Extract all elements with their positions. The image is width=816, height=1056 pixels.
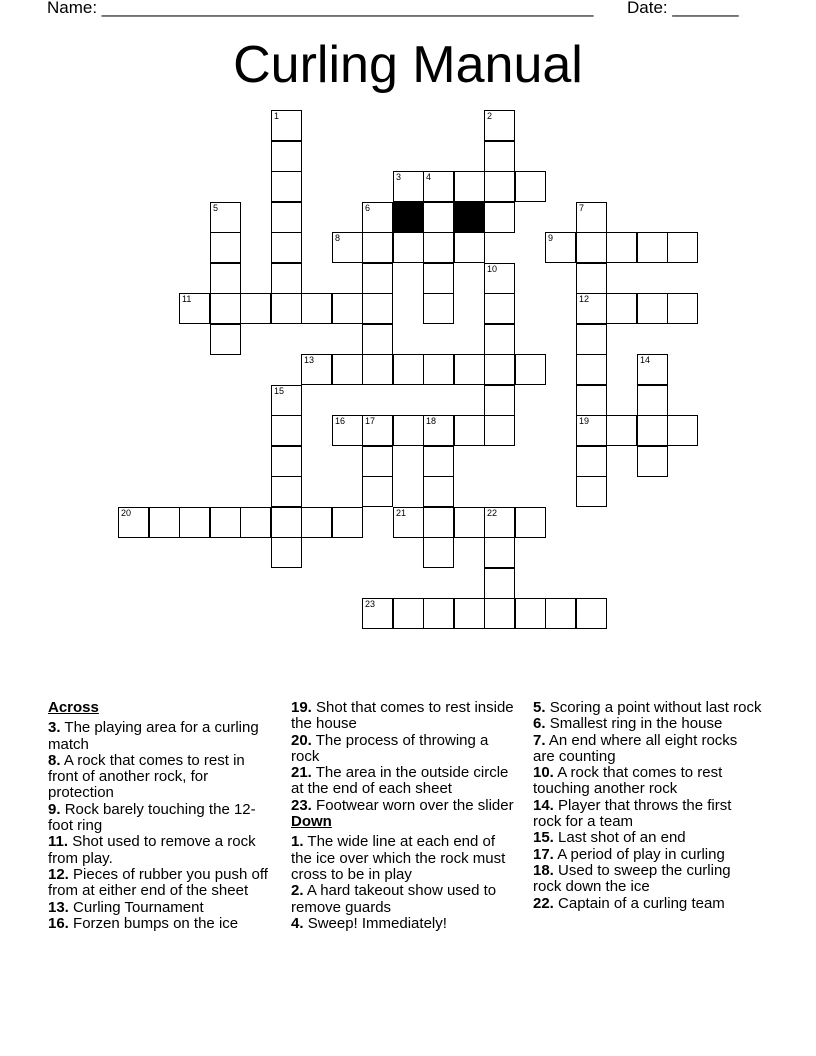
- clue-number: 15: [274, 386, 285, 396]
- grid-cell[interactable]: [515, 507, 546, 538]
- grid-cell[interactable]: [576, 446, 607, 477]
- clue-number: 14: [640, 355, 651, 365]
- clue-down-14: 14. Player that throws the first rock for a team: [533, 796, 732, 831]
- clues-column-2: [291, 700, 516, 932]
- grid-cell[interactable]: [332, 354, 363, 385]
- grid-cell[interactable]: [423, 202, 454, 233]
- clue-down-7: 7. An end where all eight rocks are counting: [533, 731, 738, 765]
- grid-cell[interactable]: [393, 598, 424, 629]
- grid-cell[interactable]: [454, 171, 485, 202]
- grid-cell[interactable]: [423, 232, 454, 263]
- grid-cell[interactable]: [484, 385, 515, 416]
- clue-number: 18: [426, 416, 437, 426]
- clue-number: 22: [487, 508, 498, 518]
- grid-cell[interactable]: [667, 415, 698, 446]
- grid-cell[interactable]: [423, 293, 454, 324]
- grid-cell[interactable]: [667, 232, 698, 263]
- grid-cell[interactable]: [271, 202, 302, 233]
- grid-cell[interactable]: [423, 415, 454, 446]
- grid-cell[interactable]: [301, 507, 332, 538]
- grid-cell[interactable]: [332, 293, 363, 324]
- clue-across-12: 12. Pieces of rubber you push off from at either end of the sheet: [48, 865, 268, 900]
- grid-cell[interactable]: [454, 232, 485, 263]
- clue-number: 23: [365, 599, 376, 609]
- clue-across-3: 3. The playing area for a curling match: [48, 719, 259, 753]
- grid-cell[interactable]: [118, 507, 149, 538]
- grid-cell[interactable]: [332, 415, 363, 446]
- clue-across-16: 16. Forzen bumps on the ice: [48, 914, 239, 932]
- clue-number: 2: [487, 111, 493, 121]
- grid-cell[interactable]: [576, 354, 607, 385]
- grid-cell[interactable]: [271, 141, 302, 172]
- clue-number: 8: [335, 233, 341, 243]
- grid-cell[interactable]: [362, 324, 393, 355]
- grid-cell[interactable]: [484, 293, 515, 324]
- grid-cell[interactable]: [362, 202, 393, 233]
- grid-cell[interactable]: [484, 110, 515, 141]
- grid-cell[interactable]: [423, 598, 454, 629]
- clue-across-13: 13. Curling Tournament: [48, 898, 204, 916]
- grid-cell[interactable]: [454, 507, 485, 538]
- clue-number: 5: [213, 203, 219, 213]
- grid-cell[interactable]: [362, 354, 393, 385]
- grid-cell[interactable]: [667, 293, 698, 324]
- grid-cell[interactable]: [454, 415, 485, 446]
- grid-cell[interactable]: [484, 537, 515, 568]
- grid-cell[interactable]: [362, 263, 393, 294]
- grid-cell[interactable]: [515, 598, 546, 629]
- clue-number: 11: [182, 294, 192, 304]
- grid-cell[interactable]: [423, 263, 454, 294]
- clues-column-1: [48, 700, 273, 932]
- grid-cell[interactable]: [149, 507, 180, 538]
- grid-cell[interactable]: [637, 293, 668, 324]
- grid-cell[interactable]: [606, 415, 637, 446]
- grid-cell[interactable]: [362, 232, 393, 263]
- grid-cell[interactable]: [515, 171, 546, 202]
- grid-cell[interactable]: [271, 263, 302, 294]
- clue-down-5: 5. Scoring a point without last rock: [533, 699, 762, 716]
- grid-cell[interactable]: [637, 385, 668, 416]
- clue-number: 19: [579, 416, 590, 426]
- grid-cell[interactable]: [271, 171, 302, 202]
- grid-cell[interactable]: [484, 141, 515, 172]
- grid-cell[interactable]: [545, 598, 576, 629]
- grid-cell[interactable]: [271, 476, 302, 507]
- page-title: Curling Manual: [233, 36, 583, 94]
- grid-cell[interactable]: [271, 537, 302, 568]
- grid-cell[interactable]: [484, 568, 515, 599]
- grid-cell[interactable]: [637, 232, 668, 263]
- grid-cell[interactable]: [454, 354, 485, 385]
- grid-cell[interactable]: [606, 293, 637, 324]
- grid-cell[interactable]: [454, 598, 485, 629]
- clue-number: 13: [304, 355, 315, 365]
- clue-across-19: 19. Shot that comes to rest inside the house: [291, 699, 514, 733]
- grid-cell[interactable]: [484, 354, 515, 385]
- grid-cell[interactable]: [423, 507, 454, 538]
- grid-cell[interactable]: [576, 598, 607, 629]
- grid-cell[interactable]: [210, 202, 241, 233]
- across-heading: Across: [48, 699, 99, 716]
- grid-cell[interactable]: [240, 293, 271, 324]
- grid-cell[interactable]: [179, 507, 210, 538]
- grid-cell[interactable]: [271, 385, 302, 416]
- clue-down-4: 4. Sweep! Immediately!: [291, 914, 447, 932]
- clue-across-8: 8. A rock that comes to rest in front of another rock, for protection: [48, 751, 245, 802]
- clue-number: 12: [579, 294, 590, 304]
- grid-cell[interactable]: [423, 537, 454, 568]
- grid-cell[interactable]: [210, 324, 241, 355]
- clue-across-23: 23. Footwear worn over the slider: [291, 796, 514, 814]
- grid-cell[interactable]: [362, 293, 393, 324]
- grid-cell[interactable]: [423, 446, 454, 477]
- grid-cell[interactable]: [576, 232, 607, 263]
- grid-cell[interactable]: [393, 507, 424, 538]
- clue-number: 4: [426, 172, 432, 182]
- black-cell: [393, 202, 424, 233]
- clue-down-6: 6. Smallest ring in the house: [533, 715, 723, 733]
- clue-number: 9: [548, 233, 554, 243]
- grid-cell[interactable]: [515, 354, 546, 385]
- grid-cell[interactable]: [637, 446, 668, 477]
- grid-cell[interactable]: [271, 232, 302, 263]
- grid-cell[interactable]: [210, 507, 241, 538]
- grid-cell[interactable]: [271, 110, 302, 141]
- clue-number: 6: [365, 203, 371, 213]
- grid-cell[interactable]: [210, 232, 241, 263]
- grid-cell[interactable]: [484, 171, 515, 202]
- grid-cell[interactable]: [484, 263, 515, 294]
- clue-number: 10: [487, 264, 498, 274]
- clue-number: 17: [365, 416, 376, 426]
- clue-across-11: 11. Shot used to remove a rock from play.: [48, 833, 256, 867]
- grid-cell[interactable]: [484, 202, 515, 233]
- grid-cell[interactable]: [332, 232, 363, 263]
- clue-number: 21: [396, 508, 407, 518]
- clue-down-15: 15. Last shot of an end: [533, 829, 686, 847]
- down-heading: Down: [291, 813, 332, 831]
- grid-cell[interactable]: [576, 263, 607, 294]
- clue-down-18: 18. Used to sweep the curling rock down the ice: [533, 861, 731, 896]
- clue-across-21: 21. The area in the outside circle at the end of each sheet: [291, 764, 509, 798]
- grid-cell[interactable]: [423, 476, 454, 507]
- grid-cell[interactable]: [271, 507, 302, 538]
- grid-cell[interactable]: [484, 598, 515, 629]
- grid-cell[interactable]: [362, 446, 393, 477]
- grid-cell[interactable]: [362, 415, 393, 446]
- clue-number: 1: [274, 111, 280, 121]
- clue-down-1: 1. The wide line at each end of the ice over which the rock must cross to be in play: [291, 833, 506, 883]
- grid-cell[interactable]: [179, 293, 210, 324]
- grid-cell[interactable]: [576, 293, 607, 324]
- clue-down-22: 22. Captain of a curling team: [533, 894, 725, 912]
- clue-across-20: 20. The process of throwing a rock: [291, 731, 489, 765]
- grid-cell[interactable]: [576, 385, 607, 416]
- grid-cell[interactable]: [271, 446, 302, 477]
- clue-down-17: 17. A period of play in curling: [533, 845, 725, 863]
- grid-cell[interactable]: [210, 293, 241, 324]
- black-cell: [454, 202, 485, 233]
- clues-column-3: [533, 700, 763, 912]
- clue-down-10: 10. A rock that comes to rest touching another rock: [533, 764, 723, 798]
- clue-number: 20: [121, 508, 132, 518]
- grid-cell[interactable]: [210, 263, 241, 294]
- grid-cell[interactable]: [576, 415, 607, 446]
- grid-cell[interactable]: [393, 171, 424, 202]
- grid-cell[interactable]: [393, 415, 424, 446]
- grid-cell[interactable]: [271, 415, 302, 446]
- clue-number: 3: [396, 172, 402, 182]
- grid-cell[interactable]: [423, 171, 454, 202]
- grid-cell[interactable]: [576, 324, 607, 355]
- grid-cell[interactable]: [423, 354, 454, 385]
- grid-cell[interactable]: [637, 354, 668, 385]
- grid-cell[interactable]: [545, 232, 576, 263]
- grid-cell[interactable]: [576, 476, 607, 507]
- date-field-label[interactable]: Date: _______: [627, 0, 739, 17]
- grid-cell[interactable]: [393, 354, 424, 385]
- grid-cell[interactable]: [637, 415, 668, 446]
- clue-number: 16: [335, 416, 346, 426]
- grid-cell[interactable]: [240, 507, 271, 538]
- grid-cell[interactable]: [362, 598, 393, 629]
- grid-cell[interactable]: [301, 293, 332, 324]
- grid-cell[interactable]: [332, 507, 363, 538]
- grid-cell[interactable]: [362, 476, 393, 507]
- grid-cell[interactable]: [606, 232, 637, 263]
- grid-cell[interactable]: [393, 232, 424, 263]
- grid-cell[interactable]: [484, 507, 515, 538]
- grid-cell[interactable]: [576, 202, 607, 233]
- clue-number: 7: [579, 203, 585, 213]
- grid-cell[interactable]: [484, 415, 515, 446]
- grid-cell[interactable]: [484, 324, 515, 355]
- grid-cell[interactable]: [301, 354, 332, 385]
- clue-down-2: 2. A hard takeout show used to remove guards: [291, 882, 497, 916]
- name-field-label[interactable]: Name: ____________________________________________________: [47, 0, 594, 17]
- clue-across-9: 9. Rock barely touching the 12-foot ring: [48, 800, 256, 835]
- grid-cell[interactable]: [271, 293, 302, 324]
